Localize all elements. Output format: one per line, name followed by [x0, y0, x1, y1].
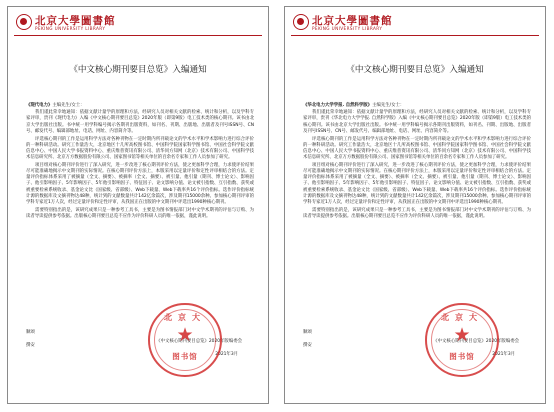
- notice-title: 《中文核心期刊要目总览》入编通知: [346, 65, 484, 75]
- header-divider: [14, 35, 262, 36]
- notice-date: 2021年3月: [215, 352, 238, 357]
- paragraph: 评选核心期刊的工作是运用科学方法对各种刊物在一定时期内所刊载论文的学术水平和学术影响力进行综合评价的一种科研活动。研究工作量浩大，北京地区十几所高校图书馆、中国科学院国家科学图书馆、中国社会科学院文献信息中心、中国人民大学书报资料中心、重庆维普资讯有限公司、清华同方知网（北京）技术有限公司、中国科学技术信息研究所、北京万方数据股份有限公司、国家图书馆等相关单位的百余名专家和工作人员参加了研究。: [26, 136, 254, 161]
- university-seal-icon: [293, 14, 309, 30]
- logo-chinese-name: 北京大學圖書館: [312, 15, 393, 27]
- addressee: 主编先生/女士：: [52, 103, 85, 108]
- paragraph: 评选核心期刊的工作是运用科学方法对各种刊物在一定时期内所刊载论文的学术水平和学术影响力进行综合评价的一种科研活动。研究工作量浩大，北京地区十几所高校图书馆、中国科学院国家科学图书馆、中国社会科学院文献信息中心、中国人民大学书报资料中心、重庆维普资讯有限公司、清华同方知网（北京）技术有限公司、中国科学技术信息研究所、北京万方数据股份有限公司、国家图书馆等相关单位的百余名专家和工作人员参加了研究。: [303, 136, 531, 161]
- star-icon: ★: [453, 324, 471, 346]
- header-divider: [291, 35, 539, 36]
- notice-page-left: [7, 6, 269, 404]
- paragraph: 项目组对核心期刊评价进行了深入研究，进一步改进了核心期刊评价方法，使之更加科学合理，力求使评价结果尽可能准确地揭示中文期刊的实际情况。在核心期刊评价方法上，本版采用以定量评价和定性评审相结合的方法。定量评价指标体系采用了被摘量（全文、摘要）、被摘率（全文、摘要）、被引量、他引量（期刊、博士论文）、影响因子、他引影响因子、5年影响因子、5年他引影响因子、特征因子、论文影响分值、论文被引指数、互引指数、获奖或被重要检索系统收录、基金论文比（国家级、省部级）、Web下载量、Web下载率共16个评价指标。选作评价指标统计源的数据库及文摘刊物达48种，统计到的文献数量共计142亿余篇次，涉及期刊15000余种。参加核心期刊评审的学科专家近1万人次，经过定量评价和定性评审，从我国正在出版的中文期刊中评选出1990种核心期刊。: [26, 162, 254, 206]
- stamp-bottom-text: 图书馆: [172, 352, 198, 361]
- university-seal-icon: [16, 14, 32, 30]
- salutation: [26, 103, 254, 109]
- library-logo: [16, 14, 166, 36]
- notice-title: 《中文核心期刊要目总览》入编通知: [69, 65, 207, 75]
- closing-2: 撰安: [26, 343, 35, 348]
- closing: 顺颂: [26, 330, 35, 335]
- addressee: 主编先生/女士：: [372, 103, 405, 108]
- library-logo: [293, 14, 443, 36]
- logo-chinese-name: 北京大學圖書館: [35, 15, 116, 27]
- star-icon: ★: [176, 324, 194, 346]
- stamp-bottom-text: 图书馆: [449, 352, 475, 361]
- closing-2: 撰安: [303, 343, 312, 348]
- salutation: [303, 103, 531, 109]
- paragraph: 我们谨此荣幸地通知：依据文献计量学的原理和方法，经研究人员对相关文献的检索、统计和分析，以及学科专家评审，贵刊《华北电力大学学报. 自然科学版》入编《中文核心期刊要目总览》2020年版（即第9版）电工技术类的核心期刊。该书由北京大学出版社出版。书中统一用学科编号揭示各期刊出版资料，如刊名、刊期、出版地、出版者及刊号ISSN号、CN号、邮发代号、编辑部地址、电话、网址、内容简介等。: [303, 110, 531, 134]
- closing: 顺颂: [303, 330, 312, 335]
- stamp-top-text: 北京大: [441, 313, 483, 322]
- library-stamp: [425, 303, 499, 377]
- logo-english-name: PEKING UNIVERSITY LIBRARY: [35, 26, 106, 31]
- notice-body: [26, 103, 254, 222]
- paragraph: 我们谨此荣幸地通知：依据文献计量学的原理和方法，经研究人员对相关文献的检索、统计和分析，以及学科专家评审，贵刊《现代电力》入编《中文核心期刊要目总览》2020年版（即第9版）电工技术类的核心期刊。该书由北京大学出版社出版。书中统一用学科编号揭示各期刊出版资料，如刊名、刊期、出版地、出版者及刊号ISSN号、CN号、邮发代号、编辑部地址、电话、网址、内容简介等。: [26, 110, 254, 134]
- notice-body: [303, 103, 531, 222]
- paragraph: 需要特别指出的是，该研究成果只是一种参考工具书，主要是为图书情报部门对中文学术期刊的评估与订购、为读者导读提供参考依据。出版核心期刊要目总览不应作为评价科研人员的唯一依据，谨此说明。: [303, 207, 531, 219]
- journal-name: 《华北电力大学学报. 自然科学版》: [303, 103, 373, 108]
- journal-name: 《现代电力》: [26, 103, 53, 108]
- logo-english-name: PEKING UNIVERSITY LIBRARY: [312, 26, 383, 31]
- committee-signature: 《中文核心期刊要目总览》2020年版编委会: [156, 339, 242, 344]
- library-stamp: [148, 303, 222, 377]
- paragraph: 需要特别指出的是，该研究成果只是一种参考工具书，主要是为图书情报部门对中文学术期刊的评估与订购、为读者导读提供参考依据。出版核心期刊要目总览不应作为评价科研人员的唯一依据，谨此说明。: [26, 207, 254, 219]
- stamp-top-text: 北京大: [164, 313, 206, 322]
- paragraph: 项目组对核心期刊评价进行了深入研究，进一步改进了核心期刊评价方法，使之更加科学合理，力求使评价结果尽可能准确地揭示中文期刊的实际情况。在核心期刊评价方法上，本版采用以定量评价和定性评审相结合的方法。定量评价指标体系采用了被摘量（全文、摘要）、被摘率（全文、摘要）、被引量、他引量（期刊、博士论文）、影响因子、他引影响因子、5年影响因子、5年他引影响因子、特征因子、论文影响分值、论文被引指数、互引指数、获奖或被重要检索系统收录、基金论文比（国家级、省部级）、Web下载量、Web下载率共16个评价指标。选作评价指标统计源的数据库及文摘刊物达48种，统计到的文献数量共计142亿余篇次，涉及期刊15000余种。参加核心期刊评审的学科专家近1万人次，经过定量评价和定性评审，从我国正在出版的中文期刊中评选出1990种核心期刊。: [303, 162, 531, 206]
- committee-signature: 《中文核心期刊要目总览》2020年版编委会: [433, 339, 519, 344]
- notice-date: 2021年3月: [492, 352, 515, 357]
- notice-page-right: [284, 6, 546, 404]
